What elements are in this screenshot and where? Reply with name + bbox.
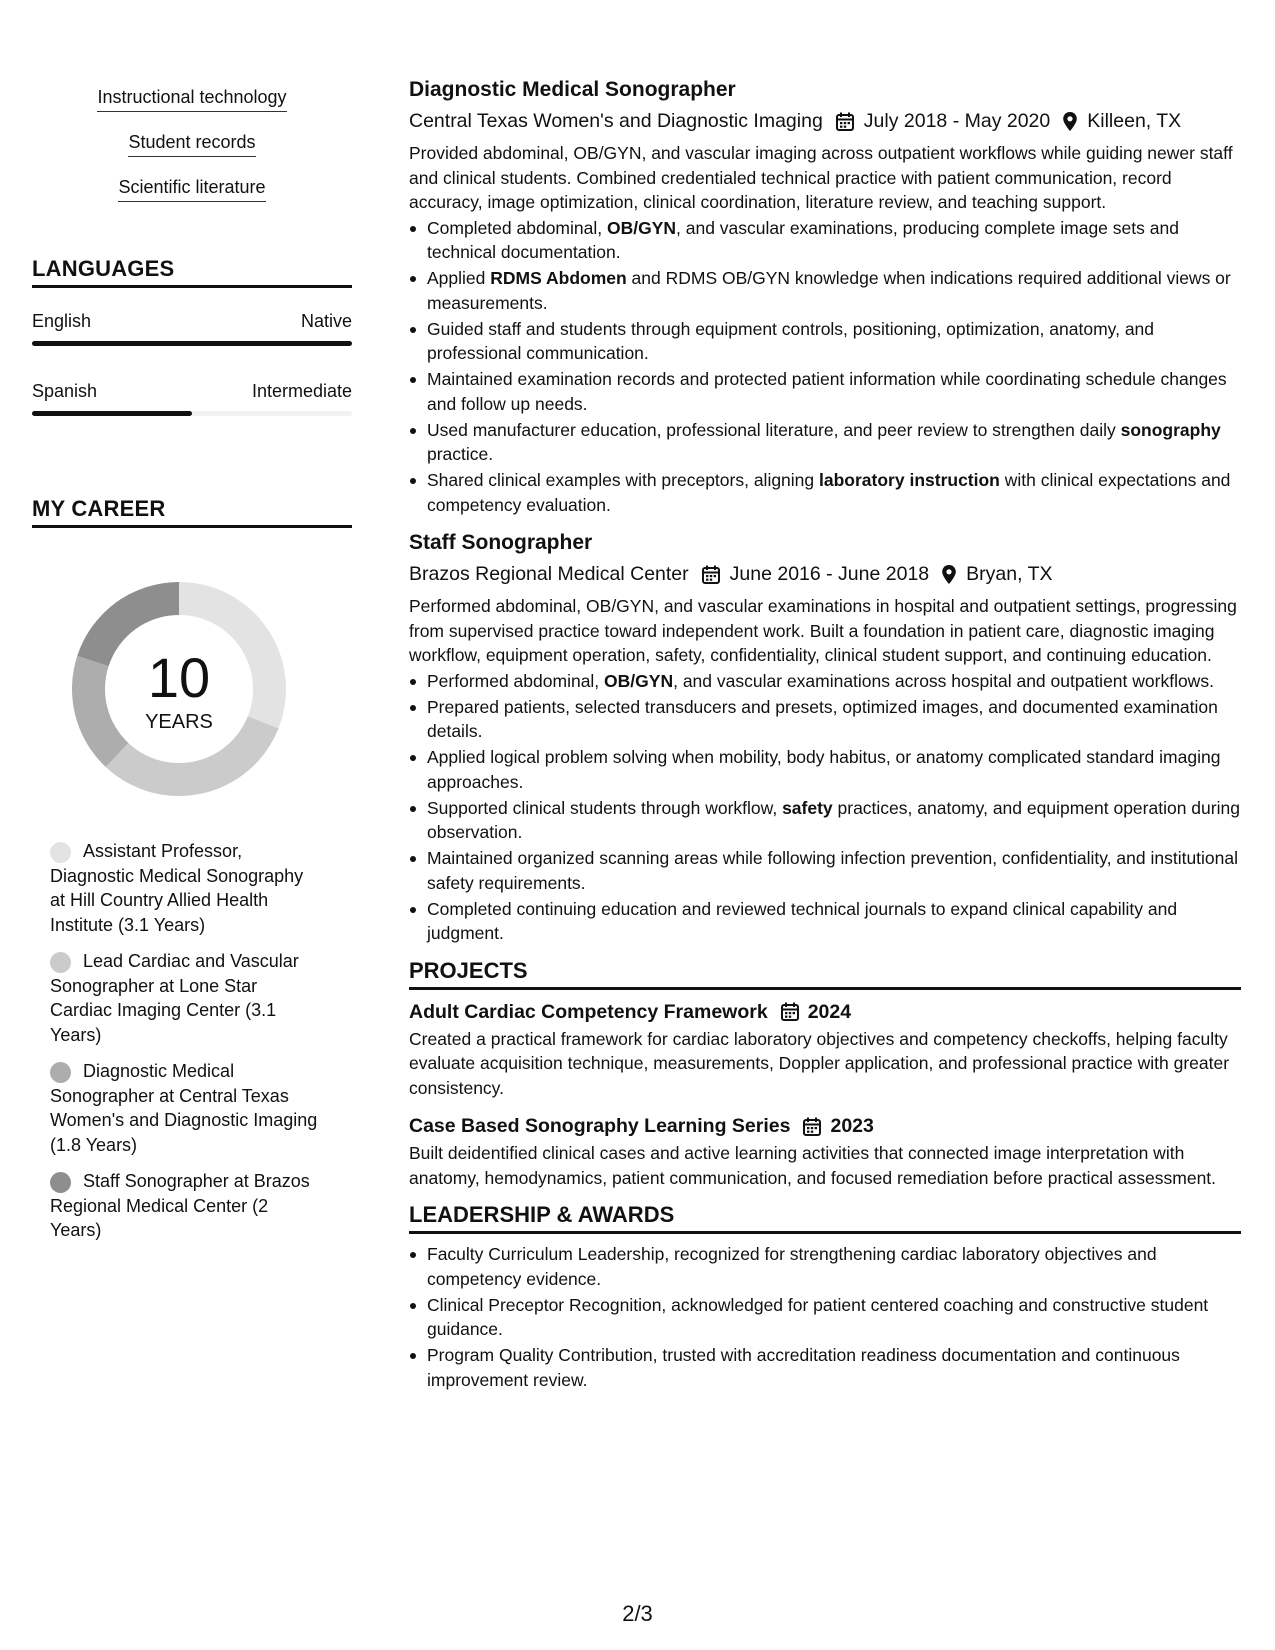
company-name: Brazos Regional Medical Center	[409, 563, 689, 585]
job-bullet: Shared clinical examples with preceptors, aligning laboratory instruction with clinical expectations and competency evaluation.	[409, 468, 1241, 517]
leadership-bullet: Faculty Curriculum Leadership, recognized for strengthening cardiac laboratory objectives and competency evidence.	[409, 1242, 1241, 1291]
career-legend	[50, 839, 320, 1255]
language-proficiency-bar	[32, 341, 352, 346]
project-year: 2023	[830, 1115, 874, 1137]
legend-dot	[50, 1172, 71, 1193]
career-donut-chart	[66, 576, 292, 802]
skills-list	[32, 86, 352, 221]
job-location: Killeen, TX	[1087, 110, 1182, 132]
project-year: 2024	[807, 1000, 852, 1023]
career-legend-item	[50, 839, 320, 937]
leadership-bullet: Clinical Preceptor Recognition, acknowledged for patient centered coaching and constructive student guidance.	[409, 1293, 1241, 1342]
languages-heading: LANGUAGES	[32, 256, 352, 288]
project-description: Created a practical framework for cardiac laboratory objectives and competency checkoffs, helping faculty evaluate acquisition technique, measurements, Doppler application, and professional practice with greater consistency.	[409, 1028, 1230, 1098]
job-summary: Performed abdominal, OB/GYN, and vascular examinations in hospital and outpatient settings, progressing from supervised practice toward independent work. Built a foundation in patient care, diagnostic imaging workflow, equipment operation, safety, confidentiality, clinical student support, and continuing education.	[409, 596, 1237, 665]
job-summary: Provided abdominal, OB/GYN, and vascular imaging across outpatient workflows while guiding newer staff and clinical students. Combined credentialed technical practice with patient communication, record accuracy, image optimization, clinical coordination, literature review, and teaching support.	[409, 143, 1233, 212]
skill-label: Student records	[128, 131, 255, 157]
project-description: Built deidentified clinical cases and active learning activities that connected image interpretation with anatomy, hemodynamics, patient communication, and focused remediation before practical assessment.	[409, 1143, 1217, 1188]
language-item	[32, 380, 352, 416]
map-pin-icon	[1062, 111, 1078, 132]
projects-section	[409, 958, 1241, 1191]
skill-item	[32, 176, 352, 221]
leadership-section	[409, 1202, 1241, 1392]
language-level: Intermediate	[251, 381, 352, 401]
career-legend-item	[50, 949, 320, 1047]
leadership-bullets	[409, 1242, 1241, 1392]
language-name: Spanish	[32, 381, 98, 401]
career-legend-text: Staff Sonographer at Brazos Regional Medical Center (2 Years)	[50, 1171, 310, 1240]
career-heading: MY CAREER	[32, 496, 352, 528]
language-proficiency-fill	[32, 411, 192, 416]
calendar-icon	[780, 1001, 800, 1022]
languages-section	[32, 256, 352, 416]
language-level: Native	[300, 311, 352, 331]
job-bullet: Applied logical problem solving when mobility, body habitus, or anatomy complicated standard imaging approaches.	[409, 745, 1241, 794]
job-bullet: Maintained examination records and protected patient information while coordinating schedule changes and follow up needs.	[409, 367, 1241, 416]
career-legend-item	[50, 1169, 320, 1243]
job-title: Diagnostic Medical Sonographer	[409, 78, 736, 101]
language-name: English	[32, 311, 92, 331]
project-title: Case Based Sonography Learning Series	[409, 1115, 791, 1137]
job-bullets	[409, 669, 1241, 946]
project-entry	[409, 1112, 1241, 1190]
main-content	[409, 76, 1241, 1394]
skill-item	[32, 131, 352, 176]
page-number: 2/3	[622, 1601, 653, 1626]
job-dates: July 2018 - May 2020	[863, 110, 1051, 132]
job-bullet: Prepared patients, selected transducers and presets, optimized images, and documented examination details.	[409, 695, 1241, 744]
experience-entry	[409, 529, 1241, 946]
career-legend-text: Assistant Professor, Diagnostic Medical Sonography at Hill Country Allied Health Institute (3.1 Years)	[50, 841, 304, 935]
leadership-bullet: Program Quality Contribution, trusted with accreditation readiness documentation and continuous improvement review.	[409, 1343, 1241, 1392]
legend-dot	[50, 842, 71, 863]
projects-heading: PROJECTS	[409, 958, 1241, 990]
job-bullet: Maintained organized scanning areas while following infection prevention, confidentiality, and institutional safety requirements.	[409, 846, 1241, 895]
job-title: Staff Sonographer	[409, 531, 593, 554]
job-bullet: Used manufacturer education, professional literature, and peer review to strengthen daily sonography practice.	[409, 418, 1241, 467]
project-entry	[409, 998, 1241, 1101]
skill-item	[32, 86, 352, 131]
language-proficiency-bar	[32, 411, 352, 416]
job-bullet: Completed continuing education and reviewed technical journals to expand clinical capability and judgment.	[409, 897, 1241, 946]
language-item	[32, 310, 352, 346]
career-total-years: 10	[147, 646, 211, 709]
job-meta	[409, 107, 1241, 135]
job-location: Bryan, TX	[966, 563, 1053, 585]
company-name: Central Texas Women's and Diagnostic Imaging	[409, 110, 823, 132]
job-bullet: Guided staff and students through equipment controls, positioning, optimization, anatomy, and professional communication.	[409, 317, 1241, 366]
career-years-unit: YEARS	[145, 711, 213, 733]
skill-label: Instructional technology	[97, 86, 286, 112]
legend-dot	[50, 952, 71, 973]
job-bullet: Performed abdominal, OB/GYN, and vascular examinations across hospital and outpatient workflows.	[409, 669, 1241, 694]
skill-label: Scientific literature	[118, 176, 265, 202]
experience-entry	[409, 76, 1241, 517]
calendar-icon	[701, 564, 721, 585]
job-bullets	[409, 216, 1241, 518]
project-title: Adult Cardiac Competency Framework	[409, 1000, 768, 1023]
language-proficiency-fill	[32, 341, 352, 346]
career-legend-text: Diagnostic Medical Sonographer at Central Texas Women's and Diagnostic Imaging (1.8 Years)	[50, 1061, 318, 1155]
calendar-icon	[835, 111, 855, 132]
job-bullet: Supported clinical students through workflow, safety practices, anatomy, and equipment operation during observation.	[409, 796, 1241, 845]
career-legend-text: Lead Cardiac and Vascular Sonographer at Lone Star Cardiac Imaging Center (3.1 Years)	[50, 951, 299, 1045]
job-bullet: Applied RDMS Abdomen and RDMS OB/GYN knowledge when indications required additional views or measurements.	[409, 266, 1241, 315]
calendar-icon	[802, 1116, 822, 1137]
map-pin-icon	[941, 564, 957, 585]
leadership-heading: LEADERSHIP & AWARDS	[409, 1202, 1241, 1234]
career-legend-item	[50, 1059, 320, 1157]
job-bullet: Completed abdominal, OB/GYN, and vascular examinations, producing complete image sets and technical documentation.	[409, 216, 1241, 265]
legend-dot	[50, 1062, 71, 1083]
job-dates: June 2016 - June 2018	[729, 563, 930, 585]
job-meta	[409, 560, 1241, 588]
career-section	[32, 496, 352, 1240]
